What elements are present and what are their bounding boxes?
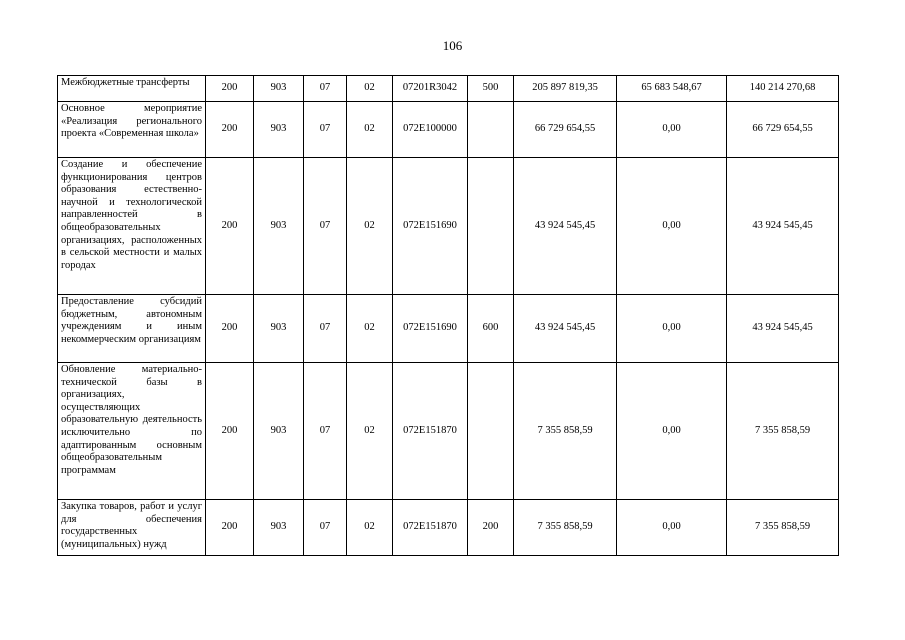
cell-c2: 903	[254, 295, 304, 363]
table-row	[58, 500, 839, 556]
cell-sum-1: 43 924 545,45	[514, 158, 617, 295]
cell-sum-1: 7 355 858,59	[514, 363, 617, 500]
cell-c3: 07	[304, 500, 347, 556]
table-row	[58, 158, 839, 295]
cell-sum-3: 43 924 545,45	[727, 158, 839, 295]
cell-type	[468, 102, 514, 158]
cell-c3: 07	[304, 76, 347, 102]
cell-sum-2: 65 683 548,67	[617, 76, 727, 102]
cell-sum-1: 43 924 545,45	[514, 295, 617, 363]
cell-sum-1: 66 729 654,55	[514, 102, 617, 158]
cell-c4: 02	[347, 295, 393, 363]
cell-code: 072E151870	[393, 363, 468, 500]
cell-sum-3: 140 214 270,68	[727, 76, 839, 102]
cell-code: 07201R3042	[393, 76, 468, 102]
row-name: Создание и обеспечение функционирования центров образования естественно-научной и технологической направленностей в общеобразовательных организациях, расположенных в сельской местности и малых городах	[58, 158, 206, 295]
cell-code: 072E151690	[393, 295, 468, 363]
table-body	[58, 76, 839, 556]
cell-c1: 200	[206, 295, 254, 363]
table-row	[58, 363, 839, 500]
row-name: Обновление материально-технической базы в организациях, осуществляющих образовательную деятельность исключительно по адаптированным основным общеобразовательным программам	[58, 363, 206, 500]
cell-type: 200	[468, 500, 514, 556]
table-row	[58, 295, 839, 363]
cell-c2: 903	[254, 102, 304, 158]
cell-c1: 200	[206, 158, 254, 295]
cell-sum-3: 7 355 858,59	[727, 363, 839, 500]
cell-sum-2: 0,00	[617, 102, 727, 158]
page-number: 106	[442, 38, 463, 53]
cell-sum-1: 205 897 819,35	[514, 76, 617, 102]
cell-sum-1: 7 355 858,59	[514, 500, 617, 556]
cell-c3: 07	[304, 295, 347, 363]
budget-table	[57, 75, 839, 556]
cell-code: 072E151690	[393, 158, 468, 295]
cell-c1: 200	[206, 102, 254, 158]
cell-code: 072E151870	[393, 500, 468, 556]
cell-c4: 02	[347, 76, 393, 102]
row-name: Основное мероприятие «Реализация регионального проекта «Современная школа»	[58, 102, 206, 158]
cell-sum-2: 0,00	[617, 500, 727, 556]
row-name: Закупка товаров, работ и услуг для обеспечения государственных (муниципальных) нужд	[58, 500, 206, 556]
cell-type: 600	[468, 295, 514, 363]
cell-c3: 07	[304, 158, 347, 295]
table-row	[58, 76, 839, 102]
cell-c3: 07	[304, 363, 347, 500]
row-name: Межбюджетные трансферты	[58, 76, 206, 102]
cell-c4: 02	[347, 500, 393, 556]
cell-sum-3: 7 355 858,59	[727, 500, 839, 556]
cell-sum-3: 43 924 545,45	[727, 295, 839, 363]
cell-c3: 07	[304, 102, 347, 158]
cell-c1: 200	[206, 363, 254, 500]
cell-c1: 200	[206, 76, 254, 102]
cell-sum-2: 0,00	[617, 295, 727, 363]
cell-c2: 903	[254, 158, 304, 295]
cell-type	[468, 158, 514, 295]
cell-type	[468, 363, 514, 500]
cell-c4: 02	[347, 363, 393, 500]
cell-c4: 02	[347, 158, 393, 295]
cell-c2: 903	[254, 500, 304, 556]
cell-code: 072E100000	[393, 102, 468, 158]
cell-c4: 02	[347, 102, 393, 158]
row-name: Предоставление субсидий бюджетным, автономным учреждениям и иным некоммерческим организациям	[58, 295, 206, 363]
cell-sum-2: 0,00	[617, 158, 727, 295]
cell-sum-3: 66 729 654,55	[727, 102, 839, 158]
table-row	[58, 102, 839, 158]
cell-type: 500	[468, 76, 514, 102]
cell-c2: 903	[254, 76, 304, 102]
cell-sum-2: 0,00	[617, 363, 727, 500]
cell-c2: 903	[254, 363, 304, 500]
cell-c1: 200	[206, 500, 254, 556]
